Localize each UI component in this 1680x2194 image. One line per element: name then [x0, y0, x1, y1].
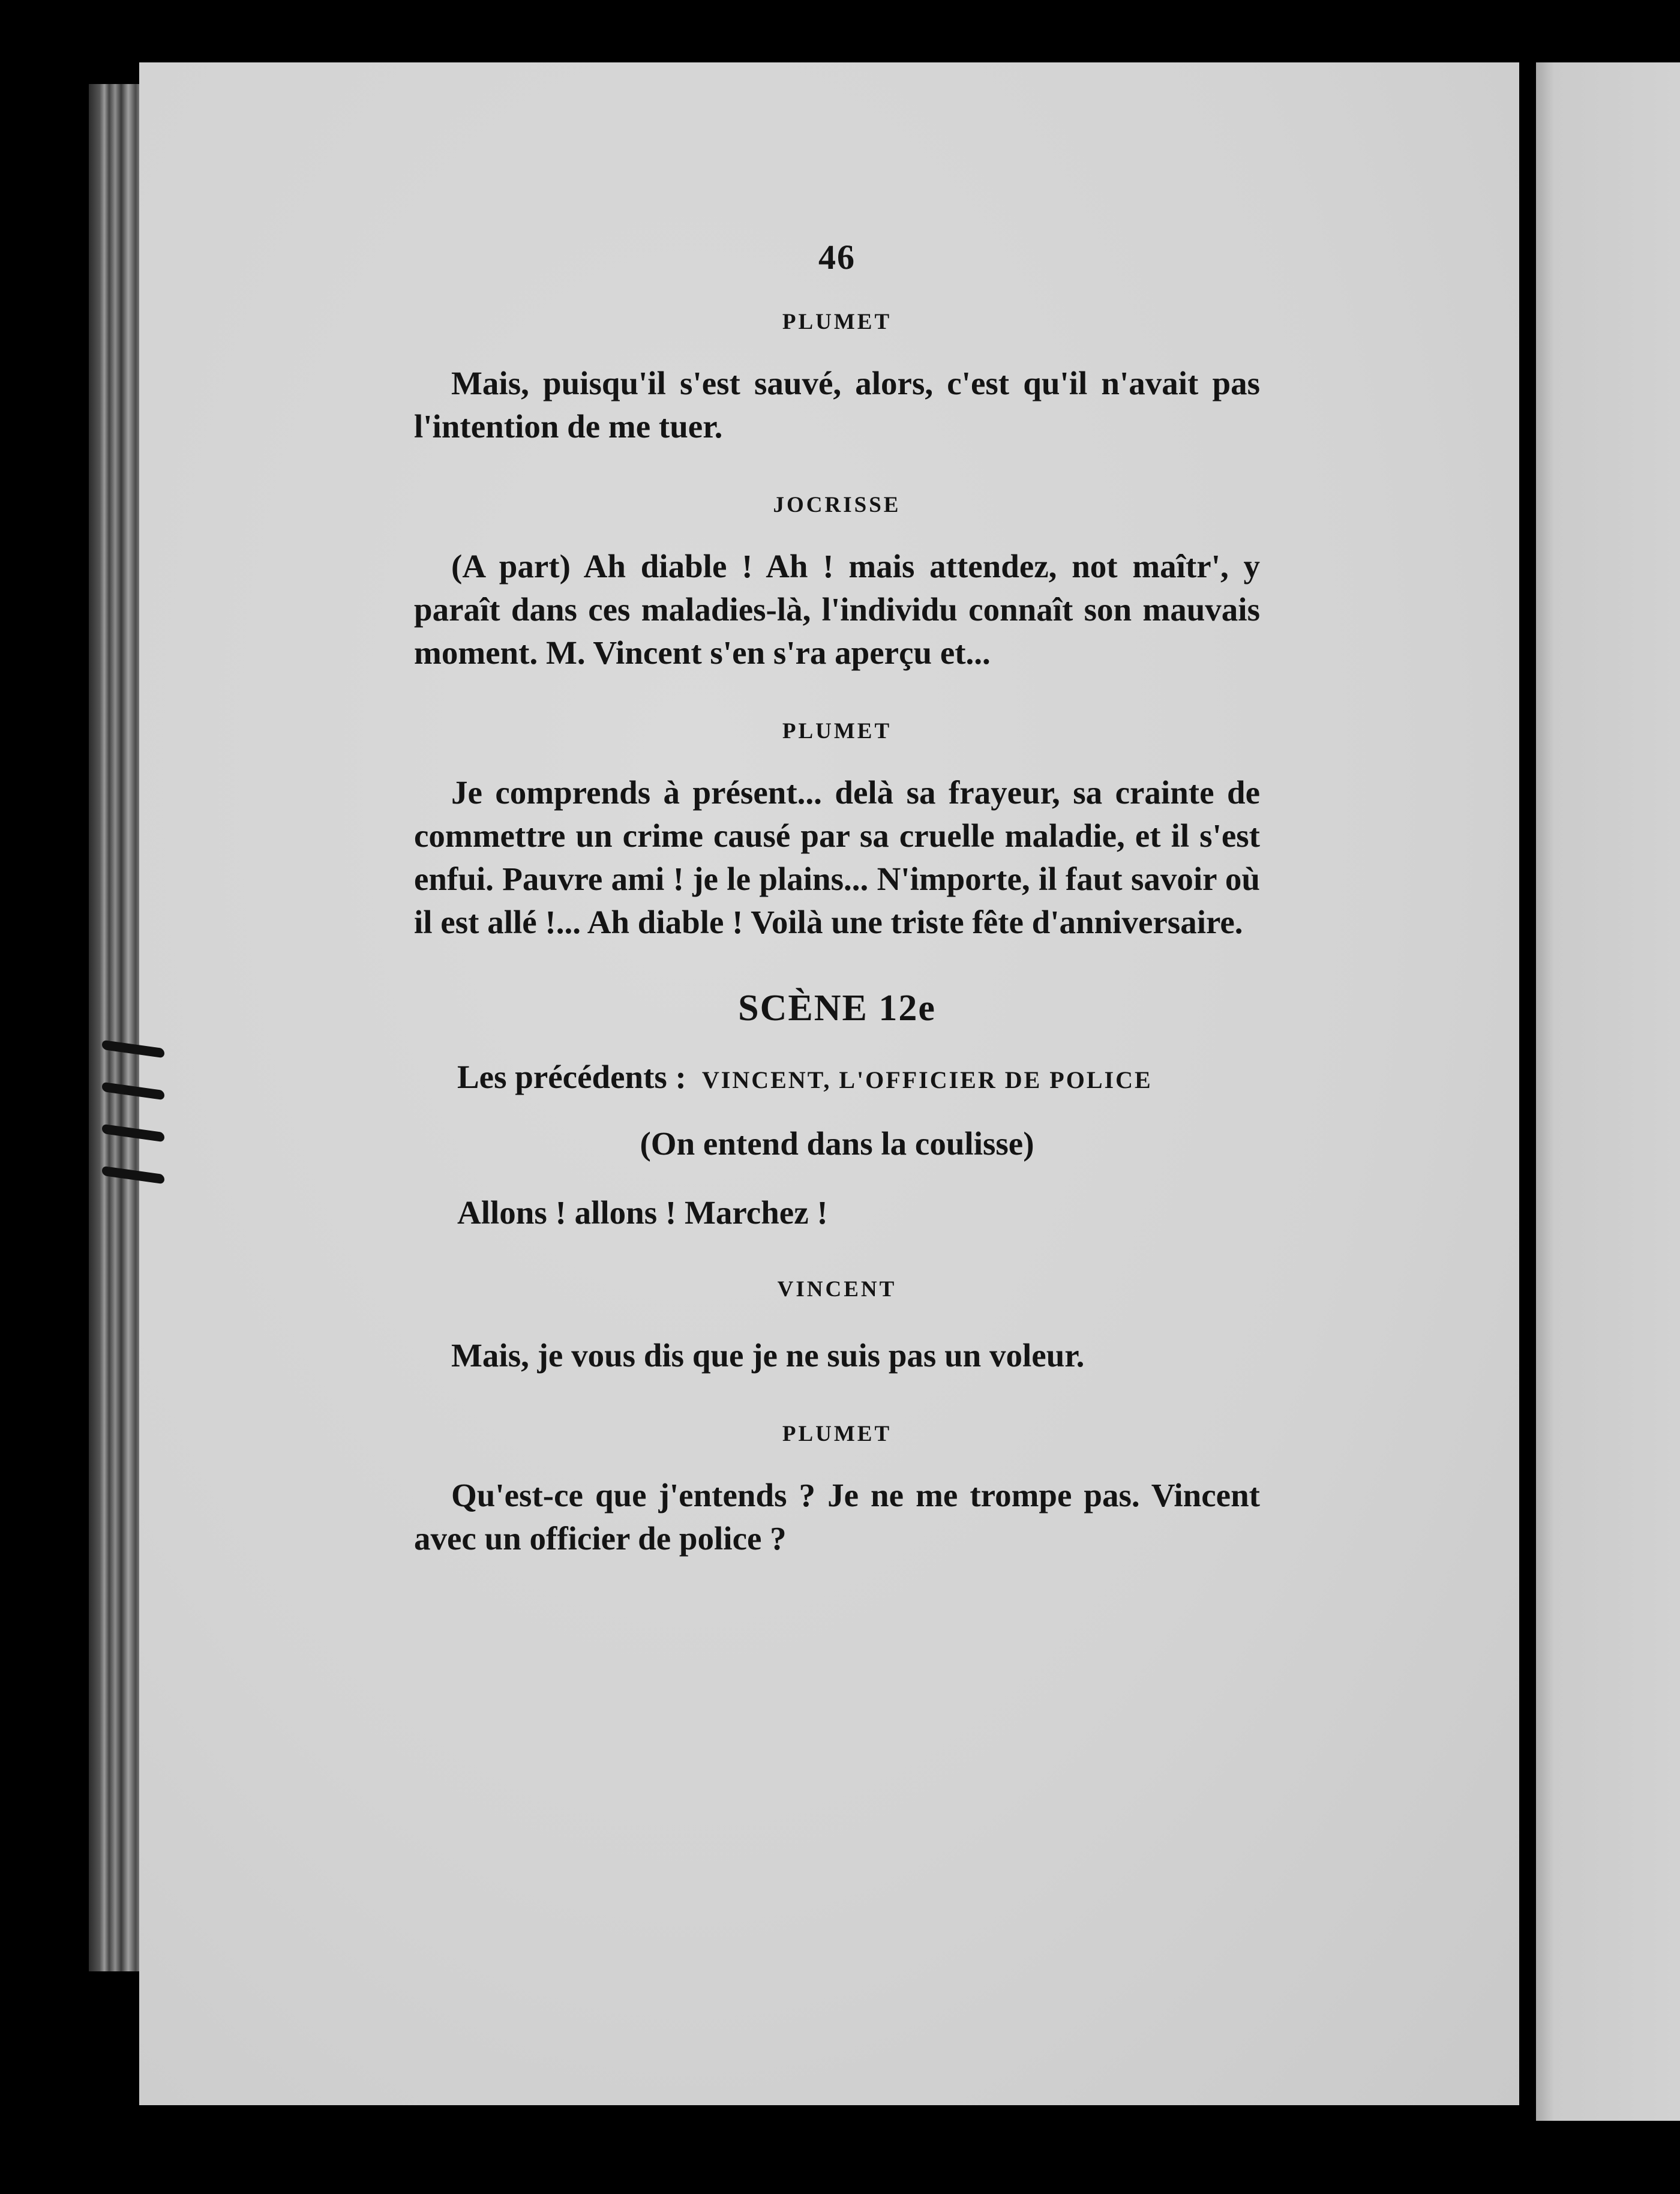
page-number: 46 [818, 238, 856, 277]
speaker-name: PLUMET [782, 1422, 892, 1446]
dialogue-line: Mais, puisqu'il s'est sauvé, alors, c'est qu'il n'avait pas l'intention de me tuer. [414, 365, 1260, 445]
thumb-index-marks [102, 1032, 168, 1212]
speaker-name: VINCENT [777, 1277, 897, 1302]
page-text [414, 240, 1260, 1606]
offstage-line: Allons ! allons ! Marchez ! [457, 1194, 828, 1231]
dialogue-line: Qu'est-ce que j'entends ? Je ne me trompe pas. Vincent avec un officier de police ? [414, 1477, 1260, 1557]
thumb-index-mark [102, 1166, 164, 1185]
thumb-index-mark [102, 1124, 164, 1143]
dialogue-line: Je comprends à présent... delà sa frayeur, sa crainte de commettre un crime causé par sa cruelle maladie, et il s'est enfui. Pauvre ami ! je le plains... N'importe, il faut savoir où il est allé !... Ah diable ! Voilà une triste fête d'anniversaire. [414, 774, 1260, 940]
thumb-index-mark [102, 1082, 164, 1101]
speaker-name: PLUMET [782, 310, 892, 334]
dialogue-line: (A part) Ah diable ! Ah ! mais attendez, not maîtr', y paraît dans ces maladies-là, l'individu connaît son mauvais moment. M. Vincent s'en s'ra aperçu et... [414, 548, 1260, 671]
speaker-name: JOCRISSE [773, 493, 901, 517]
scene-cast [414, 1060, 1260, 1093]
dialogue-line: Mais, je vous dis que je ne suis pas un voleur. [451, 1337, 1085, 1374]
thumb-index-mark [102, 1040, 164, 1059]
cast-intro: Les précédents : [457, 1059, 686, 1095]
speaker-name: PLUMET [782, 719, 892, 744]
stage-direction: (On entend dans la coulisse) [640, 1125, 1034, 1162]
scene-heading: SCÈNE 12e [738, 988, 936, 1029]
facing-page-edge [1536, 62, 1680, 2121]
cast-names: VINCENT, L'OFFICIER DE POLICE [701, 1066, 1153, 1093]
